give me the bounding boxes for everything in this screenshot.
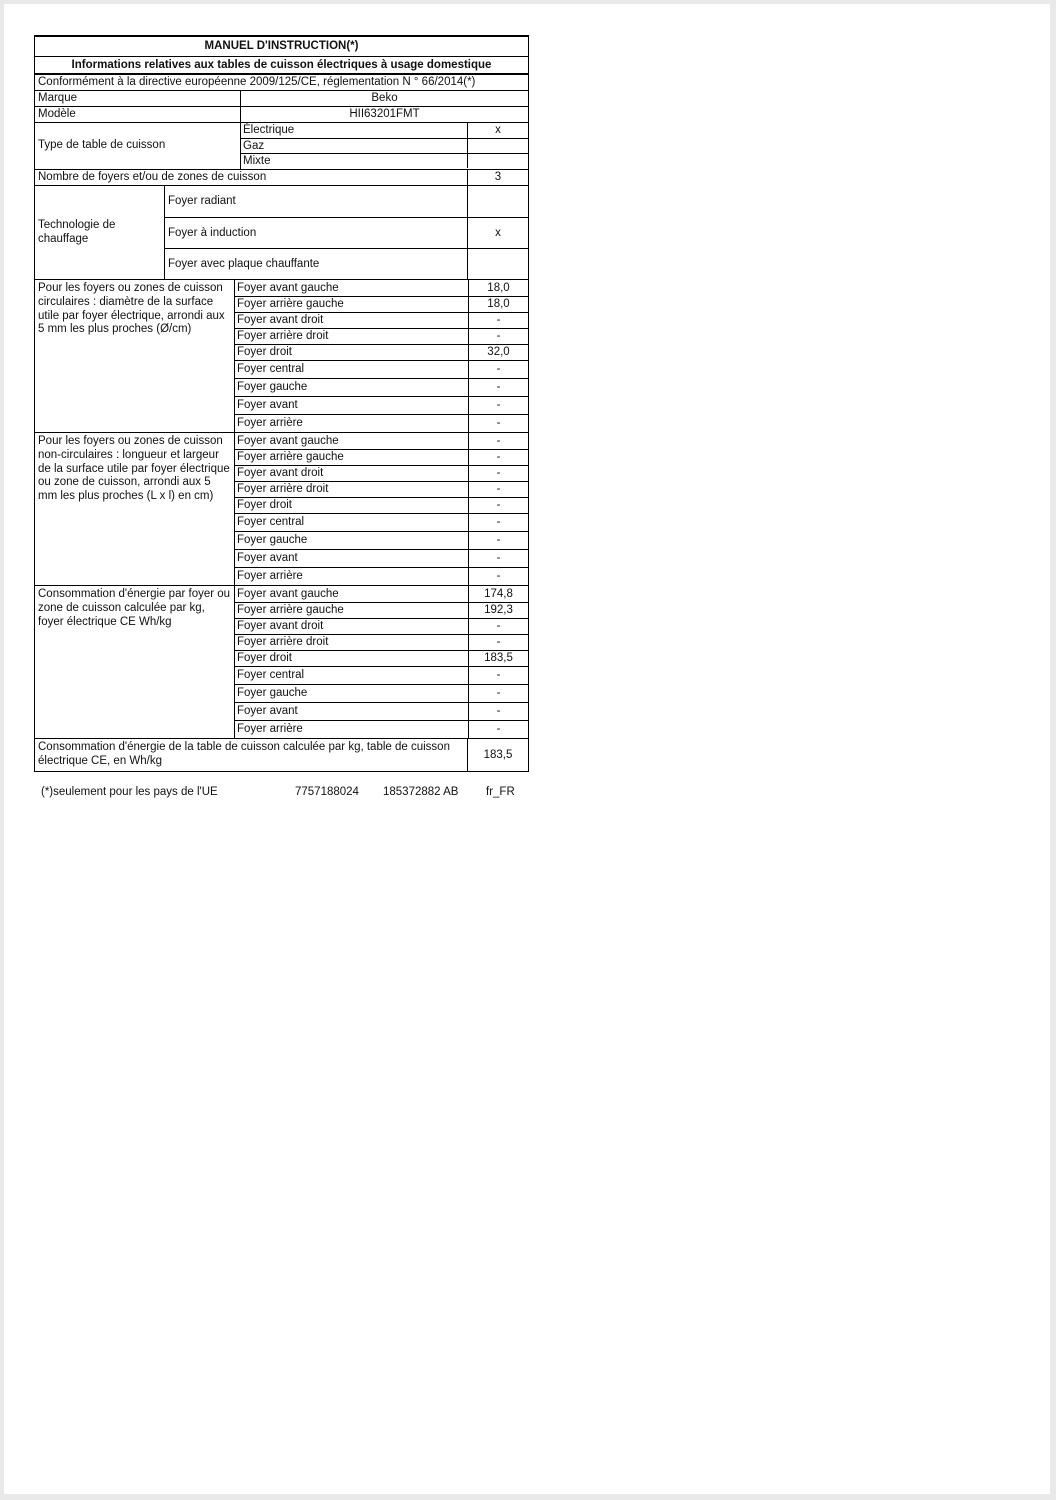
circular-zone-row: [235, 280, 528, 296]
circular-zone-row: [235, 344, 528, 360]
circular-zone-row: [235, 312, 528, 328]
zone-value: -: [468, 568, 528, 585]
zone-value: -: [468, 514, 528, 531]
zone-name: Foyer droit: [237, 652, 292, 665]
directive-row: [34, 75, 529, 91]
zone-name: Foyer droit: [237, 499, 292, 512]
energy-zone-row: [235, 650, 528, 666]
noncircular-zone-row: [235, 449, 528, 465]
zone-name: Foyer avant droit: [237, 467, 324, 480]
zone-name: Foyer central: [237, 516, 305, 529]
document-title: MANUEL D'INSTRUCTION(*): [204, 40, 359, 53]
zone-value: -: [468, 415, 528, 432]
zone-value: -: [468, 361, 528, 378]
circular-zone-row: [235, 396, 528, 414]
noncircular-zones-group: [34, 433, 529, 586]
zone-value: -: [468, 482, 528, 497]
hob-type-name: Électrique: [243, 124, 295, 137]
zone-value: 183,5: [468, 651, 528, 666]
model-value: HII63201FMT: [240, 107, 528, 122]
hob-type-value: [467, 154, 528, 168]
zones-count-label: Nombre de foyers et/ou de zones de cuisson: [38, 171, 267, 184]
zone-name: Foyer arrière droit: [237, 636, 329, 649]
zone-value: 32,0: [468, 345, 528, 360]
hob-type-value: [467, 139, 528, 153]
spec-sheet-table: [34, 35, 529, 772]
zone-name: Foyer avant: [237, 552, 298, 565]
energy-zone-row: [235, 666, 528, 684]
zone-value: -: [468, 433, 528, 449]
hob-type-option: [241, 153, 528, 168]
zone-value: -: [468, 498, 528, 513]
zone-value: -: [468, 703, 528, 720]
total-energy-label: Consommation d'énergie de la table de cuisson calculée par kg, table de cuisson électrique CE, en Wh/kg: [38, 741, 450, 767]
noncircular-zone-row: [235, 465, 528, 481]
zones-count-value: 3: [467, 170, 528, 185]
energy-zones-items: [234, 586, 528, 738]
energy-zone-row: [235, 702, 528, 720]
zone-value: -: [468, 619, 528, 634]
energy-zone-row: [235, 634, 528, 650]
hob-type-value: x: [467, 123, 528, 138]
hob-type-label: Type de table de cuisson: [38, 139, 166, 152]
energy-zones-group: [34, 586, 529, 739]
zone-value: -: [468, 721, 528, 738]
circular-zone-row: [235, 378, 528, 396]
zone-value: -: [468, 379, 528, 396]
zone-value: -: [468, 635, 528, 650]
noncircular-zones-label: Pour les foyers ou zones de cuisson non-circulaires : longueur et largeur de la surface utile par foyer électrique ou zone de cuisson, arrondi aux 5 mm les plus proches (L x l) en cm): [38, 435, 230, 503]
zone-value: -: [468, 450, 528, 465]
zone-name: Foyer avant gauche: [237, 434, 339, 447]
zone-name: Foyer arrière droit: [237, 330, 329, 343]
zone-name: Foyer central: [237, 363, 305, 376]
circular-zones-group: [34, 280, 529, 433]
heating-tech-option: [165, 186, 528, 217]
heating-tech-group: [34, 186, 529, 280]
zone-name: Foyer arrière droit: [237, 483, 329, 496]
zone-name: Foyer avant gauche: [237, 281, 339, 294]
footer-note: (*)seulement pour les pays de l'UE: [41, 786, 218, 798]
zone-name: Foyer avant droit: [237, 314, 324, 327]
circular-zone-row: [235, 296, 528, 312]
zone-name: Foyer gauche: [237, 534, 308, 547]
zone-name: Foyer avant droit: [237, 620, 324, 633]
model-label: Modèle: [38, 108, 76, 121]
hob-type-name: Mixte: [243, 154, 271, 167]
zone-value: -: [468, 329, 528, 344]
brand-label: Marque: [38, 92, 77, 105]
heating-tech-value: x: [467, 218, 528, 248]
zone-value: -: [468, 667, 528, 684]
zone-name: Foyer central: [237, 669, 305, 682]
zone-value: 18,0: [468, 297, 528, 312]
zone-name: Foyer arrière gauche: [237, 451, 344, 464]
zones-count-row: [34, 170, 529, 186]
hob-type-options: [240, 123, 528, 169]
energy-zone-row: [235, 720, 528, 738]
zone-value: 18,0: [468, 280, 528, 296]
zone-value: -: [468, 550, 528, 567]
circular-zone-row: [235, 360, 528, 378]
directive-text: Conformément à la directive européenne 2009/125/CE, réglementation N ° 66/2014(*): [38, 76, 476, 89]
heating-tech-value: [467, 186, 528, 217]
brand-row: [34, 91, 529, 107]
noncircular-zone-row: [235, 549, 528, 567]
footer-code2: 185372882 AB: [383, 786, 459, 798]
circular-zone-row: [235, 328, 528, 344]
heating-tech-label: Technologie de chauffage: [38, 218, 116, 245]
zone-value: -: [468, 685, 528, 702]
energy-zones-label: Consommation d'énergie par foyer ou zone de cuisson calculée par kg, foyer électrique CE Wh/kg: [38, 588, 231, 628]
zone-name: Foyer arrière: [237, 417, 303, 430]
hob-type-name: Gaz: [243, 139, 265, 152]
noncircular-zone-row: [235, 513, 528, 531]
document-page: [4, 4, 1050, 1494]
noncircular-zone-row: [235, 531, 528, 549]
circular-zone-row: [235, 414, 528, 432]
hob-type-option: [241, 123, 528, 138]
energy-zone-row: [235, 602, 528, 618]
zone-value: -: [468, 532, 528, 549]
zone-name: Foyer avant: [237, 705, 298, 718]
heating-tech-value: [467, 249, 528, 279]
footer-code1: 7757188024: [295, 786, 359, 798]
circular-zones-items: [234, 280, 528, 432]
hob-type-option: [241, 138, 528, 153]
zone-name: Foyer avant gauche: [237, 587, 339, 600]
subtitle-row: [34, 57, 529, 75]
zone-value: -: [468, 313, 528, 328]
zone-name: Foyer droit: [237, 346, 292, 359]
heating-tech-option: [165, 248, 528, 279]
heating-tech-name: Foyer à induction: [168, 226, 257, 239]
circular-zones-label: Pour les foyers ou zones de cuisson circulaires : diamètre de la surface utile par foyer électrique, arrondi aux 5 mm les plus proches (Ø/cm): [38, 282, 225, 336]
zone-value: 192,3: [468, 603, 528, 618]
zone-name: Foyer arrière gauche: [237, 298, 344, 311]
brand-value: Beko: [240, 91, 528, 106]
zone-value: -: [468, 397, 528, 414]
zone-name: Foyer gauche: [237, 687, 308, 700]
hob-type-group: [34, 123, 529, 170]
noncircular-zone-row: [235, 481, 528, 497]
energy-zone-row: [235, 618, 528, 634]
heating-tech-options: [164, 186, 528, 279]
model-row: [34, 107, 529, 123]
total-energy-row: [34, 739, 529, 772]
document-subtitle: Informations relatives aux tables de cuisson électriques à usage domestique: [71, 58, 492, 71]
zone-name: Foyer avant: [237, 399, 298, 412]
zone-value: 174,8: [468, 586, 528, 602]
zone-name: Foyer arrière: [237, 723, 303, 736]
noncircular-zone-row: [235, 497, 528, 513]
footer-locale: fr_FR: [486, 786, 515, 798]
energy-zone-row: [235, 684, 528, 702]
zone-name: Foyer arrière gauche: [237, 604, 344, 617]
title-row: [34, 35, 529, 57]
noncircular-zone-row: [235, 433, 528, 449]
energy-zone-row: [235, 586, 528, 602]
heating-tech-option: [165, 217, 528, 248]
heating-tech-name: Foyer avec plaque chauffante: [168, 257, 320, 270]
total-energy-value: 183,5: [467, 739, 528, 771]
zone-name: Foyer gauche: [237, 381, 308, 394]
zone-value: -: [468, 466, 528, 481]
noncircular-zones-items: [234, 433, 528, 585]
zone-name: Foyer arrière: [237, 570, 303, 583]
noncircular-zone-row: [235, 567, 528, 585]
heating-tech-name: Foyer radiant: [168, 195, 236, 208]
